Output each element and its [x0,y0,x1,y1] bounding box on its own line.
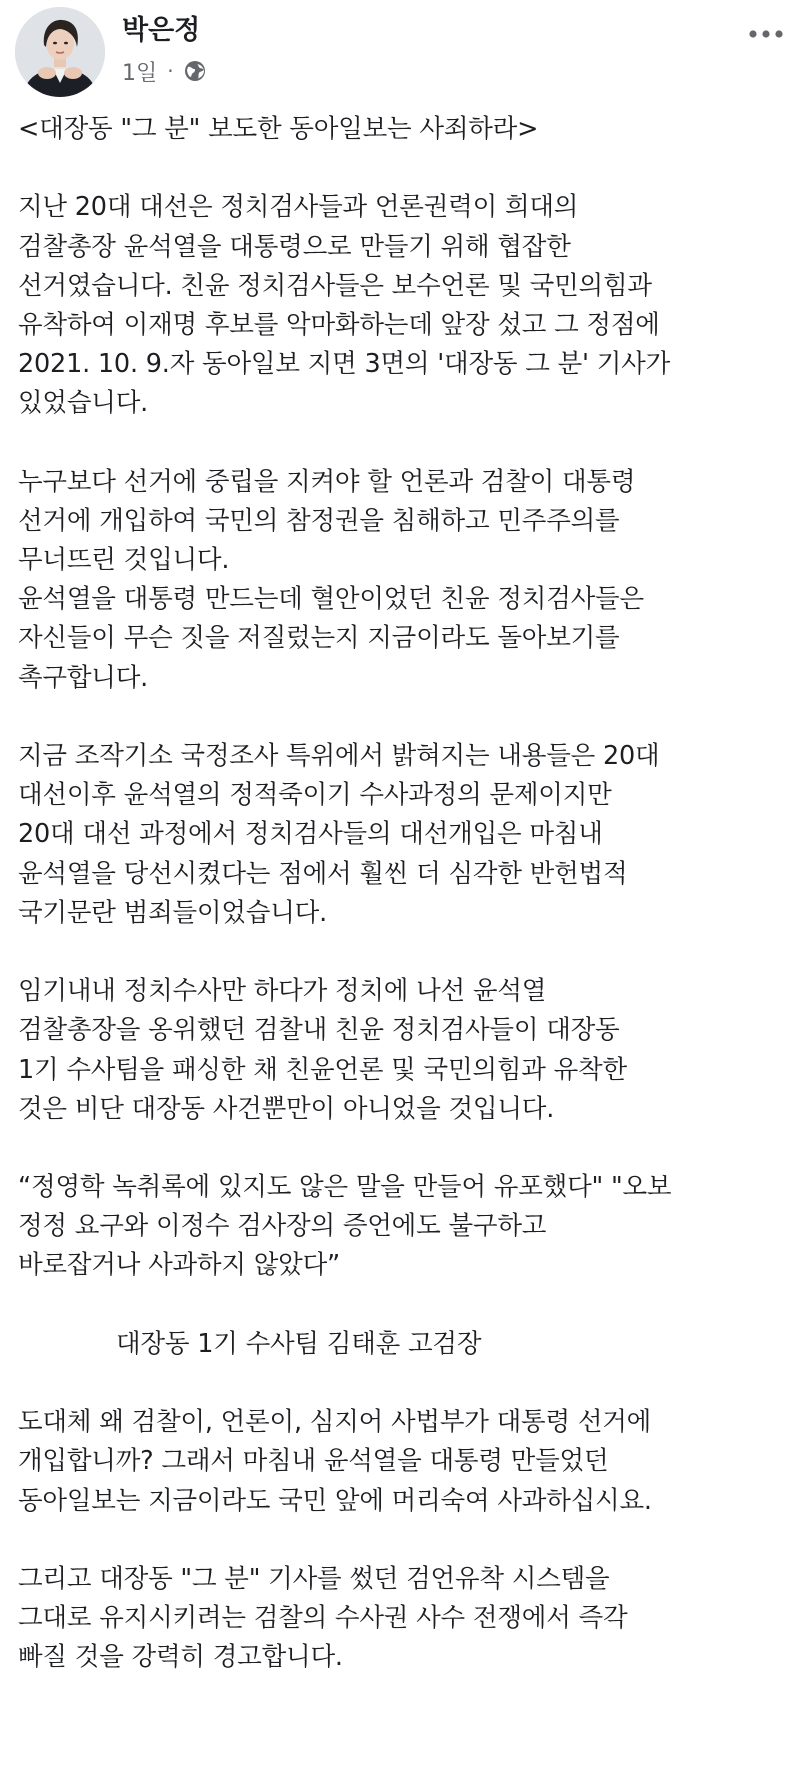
post-text-line: 지난 20대 대선은 정치검사들과 언론권력이 희대의 [18,192,579,223]
post-text-line: 동아일보는 지금이라도 국민 앞에 머리숙여 사과하십시요. [18,1485,652,1516]
post-text-line: 윤석열을 당선시켰다는 점에서 훨씬 더 심각한 반헌법적 [18,858,628,889]
post-text-line: 촉구합니다. [18,662,149,693]
post-text-line: 빠질 것을 강력히 경고합니다. [18,1642,343,1673]
post-text-line: “정영학 녹취록에 있지도 않은 말을 만들어 유포했다" "오보 [18,1172,672,1203]
post-text-line: 누구보다 선거에 중립을 지켜야 할 언론과 검찰이 대통령 [18,466,636,497]
more-horizontal-icon [749,30,783,38]
post-meta [122,56,206,86]
post-text-line: 대장동 1기 수사팀 김태훈 고검장 [116,1328,482,1359]
post-text-line: 도대체 왜 검찰이, 언론이, 심지어 사법부가 대통령 선거에 [18,1407,652,1438]
post-header [0,0,800,110]
post-text-line: 임기내내 정치수사만 하다가 정치에 나선 윤석열 [18,976,547,1007]
post-text-line: 1기 수사팀을 패싱한 채 친윤언론 및 국민의힘과 유착한 [18,1054,627,1085]
paragraph-break [18,933,788,972]
post-text-line: 검찰총장을 옹위했던 검찰내 친윤 정치검사들이 대장동 [18,1015,620,1046]
post-text [18,110,788,1678]
post-text-line: 그리고 대장동 "그 분" 기사를 썼던 검언유착 시스템을 [18,1563,610,1594]
post-text-line: 대선이후 윤석열의 정적죽이기 수사과정의 문제이지만 [18,780,612,811]
post-text-line: 국기문란 범죄들이었습니다. [18,897,328,928]
post-text-line: 지금 조작기소 국정조사 특위에서 밝혀지는 내용들은 20대 [18,741,660,771]
post-text-line: 그대로 유지시키려는 검찰의 수사권 사수 전쟁에서 즉각 [18,1603,628,1634]
post-text-line: 20대 대선 과정에서 정치검사들의 대선개입은 마침내 [18,819,603,850]
more-options-button[interactable] [742,20,790,48]
post-text-line: 정정 요구와 이정수 검사장의 증언에도 불구하고 [18,1211,547,1242]
paragraph-break [18,698,788,737]
post-text-line: <대장동 "그 분" 보도한 동아일보는 사죄하라> [18,114,539,144]
paragraph-break [18,424,788,463]
post-text-line: 바로잡거나 사과하지 않았다” [18,1250,341,1281]
post-text-line: 있었습니다. [18,388,149,419]
post-text-line: 검찰총장 윤석열을 대통령으로 만들기 위해 협잡한 [18,231,571,262]
paragraph-break [18,1286,788,1325]
post-text-line: 선거에 개입하여 국민의 참정권을 침해하고 민주주의를 [18,505,620,536]
post-text-line: 개입합니까? 그래서 마침내 윤석열을 대통령 만들었던 [18,1446,609,1477]
globe-icon[interactable] [184,60,206,82]
post-text-line: 자신들이 무슨 짓을 저질렀는지 지금이라도 돌아보기를 [18,623,620,654]
author-name[interactable]: 박은정 [122,15,201,46]
paragraph-break [18,1364,788,1403]
post-time[interactable]: 1일 [122,60,158,86]
meta-separator: · [167,59,174,83]
post-text-line: 것은 비단 대장동 사건뿐만이 아니었을 것입니다. [18,1093,555,1124]
avatar[interactable] [15,7,105,97]
paragraph-break [18,1129,788,1168]
post-text-line: 윤석열을 대통령 만드는데 혈안이었던 친윤 정치검사들은 [18,584,644,615]
post-text-line: 2021. 10. 9.자 동아일보 지면 3면의 '대장동 그 분' 기사가 [18,349,671,380]
paragraph-break [18,149,788,188]
post-text-line: 무너뜨린 것입니다. [18,545,230,576]
paragraph-break [18,1521,788,1560]
post-text-line: 선거였습니다. 친윤 정치검사들은 보수언론 및 국민의힘과 [18,270,652,301]
profile-photo [15,7,105,97]
post-text-line: 유착하여 이재명 후보를 악마화하는데 앞장 섰고 그 정점에 [18,309,660,340]
